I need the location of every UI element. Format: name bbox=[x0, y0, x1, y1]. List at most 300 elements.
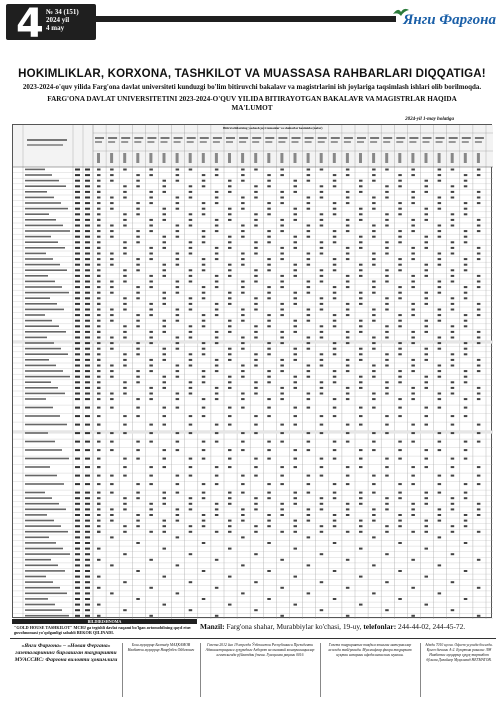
table-cell-shade bbox=[333, 376, 337, 378]
table-cell-shade bbox=[254, 247, 258, 249]
table-cell-shade bbox=[307, 253, 311, 255]
table-cell-shade bbox=[359, 264, 363, 266]
table-cell-shade bbox=[176, 337, 180, 339]
table-cell-shade bbox=[215, 331, 219, 333]
table-cell-shade bbox=[294, 492, 298, 494]
table-cell-shade bbox=[202, 269, 206, 271]
table-cell-shade bbox=[136, 320, 140, 322]
table-cell-shade bbox=[110, 514, 114, 516]
table-cell-shade bbox=[75, 219, 80, 221]
table-cell-shade bbox=[25, 275, 48, 277]
table-cell-shade bbox=[359, 604, 363, 606]
table-cell-shade bbox=[385, 269, 389, 271]
table-cell-shade bbox=[85, 449, 90, 451]
table-cell-shade bbox=[85, 393, 90, 395]
table-cell-shade bbox=[136, 525, 140, 527]
table-cell-shade bbox=[372, 370, 376, 372]
table-cell-shade bbox=[305, 141, 312, 143]
table-cell-shade bbox=[241, 281, 245, 283]
table-cell-shade bbox=[451, 381, 455, 383]
table-cell-shade bbox=[438, 264, 442, 266]
table-cell-shade bbox=[398, 292, 402, 294]
table-cell-shade bbox=[359, 525, 363, 527]
table-cell-shade bbox=[25, 314, 45, 316]
table-cell-shade bbox=[425, 415, 429, 417]
table-cell-shade bbox=[438, 258, 442, 260]
table-cell-shade bbox=[136, 407, 140, 409]
table-cell-shade bbox=[477, 466, 481, 468]
table-cell-shade bbox=[307, 230, 311, 232]
table-cell-shade bbox=[280, 559, 284, 561]
table-cell-shade bbox=[294, 604, 298, 606]
table-cell-shade bbox=[241, 202, 245, 204]
table-cell-shade bbox=[398, 370, 402, 372]
table-cell-shade bbox=[215, 258, 219, 260]
table-cell-shade bbox=[97, 387, 101, 389]
table-cell-shade bbox=[97, 197, 101, 199]
table-cell-shade bbox=[228, 297, 232, 299]
table-cell-shade bbox=[202, 258, 206, 260]
table-cell-shade bbox=[451, 169, 455, 171]
table-cell-shade bbox=[305, 137, 314, 139]
table-cell-shade bbox=[97, 314, 101, 316]
table-cell-shade bbox=[346, 331, 350, 333]
table-cell-shade bbox=[110, 393, 114, 395]
table-cell-shade bbox=[215, 359, 219, 361]
table-cell-shade bbox=[464, 348, 468, 350]
table-cell-shade bbox=[280, 432, 284, 434]
table-cell-shade bbox=[320, 309, 324, 311]
table-cell-shade bbox=[202, 353, 206, 355]
table-cell-shade bbox=[398, 353, 402, 355]
table-cell-shade bbox=[215, 475, 219, 477]
table-cell-shade bbox=[202, 264, 206, 266]
table-cell-shade bbox=[97, 213, 101, 215]
table-cell-shade bbox=[451, 275, 455, 277]
table-cell-shade bbox=[85, 564, 90, 566]
table-cell-shade bbox=[123, 359, 127, 361]
table-cell-shade bbox=[411, 197, 415, 199]
table-cell-shade bbox=[425, 208, 429, 210]
table-cell-shade bbox=[97, 483, 101, 485]
table-cell-shade bbox=[372, 208, 376, 210]
table-cell-shade bbox=[241, 365, 245, 367]
table-cell-shade bbox=[25, 264, 60, 266]
table-cell-shade bbox=[477, 503, 481, 505]
table-cell-shade bbox=[202, 492, 206, 494]
table-cell-shade bbox=[411, 615, 415, 617]
table-cell-shade bbox=[307, 508, 311, 510]
table-cell-shade bbox=[307, 432, 311, 434]
table-cell-shade bbox=[294, 297, 298, 299]
table-cell-shade bbox=[254, 381, 258, 383]
table-cell-shade bbox=[123, 241, 127, 243]
table-cell-shade bbox=[202, 342, 206, 344]
table-cell-shade bbox=[385, 365, 389, 367]
table-cell-shade bbox=[149, 331, 153, 333]
table-cell-shade bbox=[97, 202, 101, 204]
table-cell-shade bbox=[398, 497, 402, 499]
table-cell-shade bbox=[411, 337, 415, 339]
table-cell-shade bbox=[241, 564, 245, 566]
table-cell-shade bbox=[85, 303, 90, 305]
table-cell-shade bbox=[370, 137, 379, 139]
table-cell-shade bbox=[215, 169, 219, 171]
table-cell-shade bbox=[25, 236, 51, 238]
table-cell-shade bbox=[228, 376, 232, 378]
table-cell-shade bbox=[228, 320, 232, 322]
table-cell-shade bbox=[85, 342, 90, 344]
table-cell-shade bbox=[25, 286, 62, 288]
table-cell-shade bbox=[189, 247, 193, 249]
table-cell-shade bbox=[202, 230, 206, 232]
table-cell-shade bbox=[385, 185, 389, 187]
table-cell-shade bbox=[75, 449, 80, 451]
table-cell-shade bbox=[85, 169, 90, 171]
table-cell-shade bbox=[202, 542, 206, 544]
table-cell-shade bbox=[202, 415, 206, 417]
table-cell-shade bbox=[176, 153, 179, 163]
table-cell-shade bbox=[372, 407, 376, 409]
table-cell-shade bbox=[464, 213, 468, 215]
table-cell-shade bbox=[97, 247, 101, 249]
table-cell-shade bbox=[294, 208, 298, 210]
table-cell-shade bbox=[398, 236, 402, 238]
table-cell-shade bbox=[149, 503, 153, 505]
table-cell-shade bbox=[176, 230, 180, 232]
imprint-print: Адади 7010 нусха. Офсет усулида босилди. Қоғоз бичими А-2. Буюртма раками: 398 Навбатчи муҳаррир ҳуқуқ-тартибот бўлими Дизайнер Муҳаммад НЕГМАТОВ. bbox=[425, 643, 493, 662]
table-cell-shade bbox=[110, 376, 114, 378]
table-cell-shade bbox=[307, 337, 311, 339]
table-cell-shade bbox=[189, 269, 193, 271]
table-cell-shade bbox=[411, 286, 415, 288]
table-cell-shade bbox=[307, 258, 311, 260]
table-cell-shade bbox=[85, 359, 90, 361]
table-cell-shade bbox=[97, 587, 101, 589]
table-cell-shade bbox=[333, 236, 337, 238]
table-cell-shade bbox=[97, 393, 101, 395]
table-cell-shade bbox=[477, 370, 481, 372]
table-cell-shade bbox=[333, 153, 336, 163]
table-cell-shade bbox=[97, 449, 101, 451]
table-cell-shade bbox=[97, 342, 101, 344]
table-cell-shade bbox=[385, 531, 389, 533]
table-cell-shade bbox=[189, 432, 193, 434]
table-cell-shade bbox=[228, 185, 232, 187]
table-cell-shade bbox=[85, 337, 90, 339]
table-cell-shade bbox=[123, 213, 127, 215]
table-cell-shade bbox=[333, 525, 337, 527]
table-cell-shade bbox=[189, 415, 193, 417]
table-cell-shade bbox=[464, 208, 468, 210]
table-cell-shade bbox=[398, 514, 402, 516]
table-cell-shade bbox=[346, 309, 350, 311]
address-label: Manzil: bbox=[200, 622, 225, 631]
table-cell-shade bbox=[110, 202, 114, 204]
table-cell-shade bbox=[176, 520, 180, 522]
table-cell-shade bbox=[372, 564, 376, 566]
table-cell-shade bbox=[425, 180, 429, 182]
table-cell-shade bbox=[398, 286, 402, 288]
imprint-registration: Газета 2012 йил 19 апрелда Ўзбекистон Республикаси Президенти Администрацияси ҳузуридаги Ахборот ва оммавий коммуникациялар агентлигида рўйхатдан ўтган. Гувоҳнома рақами 0016 bbox=[205, 643, 315, 657]
table-cell-shade bbox=[477, 230, 481, 232]
table-cell-shade bbox=[123, 297, 127, 299]
table-cell-shade bbox=[75, 309, 80, 311]
table-cell-shade bbox=[176, 398, 180, 400]
table-cell-shade bbox=[163, 503, 167, 505]
table-cell-shade bbox=[123, 219, 127, 221]
table-cell-shade bbox=[110, 337, 114, 339]
table-cell-shade bbox=[110, 264, 114, 266]
table-cell-shade bbox=[136, 415, 140, 417]
table-cell-shade bbox=[110, 536, 114, 538]
table-cell-shade bbox=[75, 458, 80, 460]
table-cell-shade bbox=[477, 441, 481, 443]
table-cell-shade bbox=[163, 219, 167, 221]
table-cell-shade bbox=[25, 424, 67, 426]
table-cell-shade bbox=[85, 542, 90, 544]
table-cell-shade bbox=[85, 492, 90, 494]
table-cell-shade bbox=[176, 536, 180, 538]
table-cell-shade bbox=[241, 520, 245, 522]
table-cell-shade bbox=[477, 225, 481, 227]
table-cell-shade bbox=[110, 492, 114, 494]
table-cell-shade bbox=[241, 292, 245, 294]
table-cell-shade bbox=[320, 475, 324, 477]
table-cell-shade bbox=[372, 253, 376, 255]
table-cell-shade bbox=[464, 236, 468, 238]
table-cell-shade bbox=[110, 309, 114, 311]
table-cell-shade bbox=[123, 353, 127, 355]
table-cell-shade bbox=[97, 424, 101, 426]
table-cell-shade bbox=[75, 570, 80, 572]
table-cell-shade bbox=[451, 185, 455, 187]
table-cell-shade bbox=[359, 219, 363, 221]
table-cell-shade bbox=[372, 483, 376, 485]
table-cell-shade bbox=[307, 320, 311, 322]
table-cell-shade bbox=[398, 381, 402, 383]
table-cell-shade bbox=[25, 441, 55, 443]
table-cell-shade bbox=[85, 230, 90, 232]
table-cell-shade bbox=[385, 297, 389, 299]
table-cell-shade bbox=[280, 197, 284, 199]
table-cell-shade bbox=[372, 393, 376, 395]
table-cell-shade bbox=[398, 208, 402, 210]
table-cell-shade bbox=[228, 269, 232, 271]
table-cell-shade bbox=[477, 303, 481, 305]
table-cell-shade bbox=[202, 525, 206, 527]
table-cell-shade bbox=[215, 230, 219, 232]
table-cell-shade bbox=[425, 497, 429, 499]
table-cell-shade bbox=[189, 281, 193, 283]
table-cell-shade bbox=[75, 520, 80, 522]
table-cell-shade bbox=[75, 197, 80, 199]
table-cell-shade bbox=[438, 174, 442, 176]
table-cell-shade bbox=[398, 449, 402, 451]
table-cell-shade bbox=[176, 407, 180, 409]
table-cell-shade bbox=[254, 191, 258, 193]
table-cell-shade bbox=[411, 303, 415, 305]
table-cell-shade bbox=[189, 331, 193, 333]
table-cell-shade bbox=[228, 604, 232, 606]
table-cell-shade bbox=[477, 314, 481, 316]
table-cell-shade bbox=[110, 230, 114, 232]
table-cell-shade bbox=[280, 466, 284, 468]
table-cell-shade bbox=[438, 348, 442, 350]
table-cell-shade bbox=[398, 202, 402, 204]
table-cell-shade bbox=[451, 281, 455, 283]
table-cell-shade bbox=[123, 415, 127, 417]
table-cell-shade bbox=[477, 559, 481, 561]
table-cell-shade bbox=[346, 466, 350, 468]
table-cell-shade bbox=[278, 137, 287, 139]
table-cell-shade bbox=[359, 353, 363, 355]
table-cell-shade bbox=[25, 393, 65, 395]
table-cell-shade bbox=[451, 241, 455, 243]
table-cell-shade bbox=[280, 615, 284, 617]
table-cell-shade bbox=[163, 247, 167, 249]
table-cell-shade bbox=[280, 531, 284, 533]
table-cell-shade bbox=[411, 387, 415, 389]
table-cell-shade bbox=[149, 508, 153, 510]
table-cell-shade bbox=[85, 424, 90, 426]
table-cell-shade bbox=[267, 236, 271, 238]
table-cell-shade bbox=[97, 230, 101, 232]
table-cell-shade bbox=[438, 407, 442, 409]
table-cell-shade bbox=[149, 314, 153, 316]
table-cell-shade bbox=[213, 141, 220, 143]
table-cell-shade bbox=[267, 185, 271, 187]
table-cell-shade bbox=[307, 342, 311, 344]
table-cell-shade bbox=[85, 398, 90, 400]
table-cell-shade bbox=[176, 370, 180, 372]
table-cell-shade bbox=[149, 281, 153, 283]
table-cell-shade bbox=[254, 153, 257, 163]
table-cell-shade bbox=[359, 520, 363, 522]
table-cell-shade bbox=[346, 303, 350, 305]
table-cell-shade bbox=[163, 275, 167, 277]
table-cell-shade bbox=[176, 286, 180, 288]
table-cell-shade bbox=[75, 559, 80, 561]
table-cell-shade bbox=[451, 219, 455, 221]
table-cell-shade bbox=[215, 365, 219, 367]
table-cell-shade bbox=[163, 241, 167, 243]
table-cell-shade bbox=[477, 169, 481, 171]
table-cell-shade bbox=[75, 320, 80, 322]
table-cell-shade bbox=[97, 258, 101, 260]
table-cell-shade bbox=[176, 592, 180, 594]
table-cell-shade bbox=[398, 213, 402, 215]
table-cell-shade bbox=[25, 169, 45, 171]
table-cell-shade bbox=[359, 376, 363, 378]
table-cell-shade bbox=[396, 137, 405, 139]
table-cell-shade bbox=[85, 483, 90, 485]
table-cell-shade bbox=[241, 264, 245, 266]
table-cell-shade bbox=[307, 225, 311, 227]
table-cell-shade bbox=[176, 449, 180, 451]
table-cell-shade bbox=[425, 269, 429, 271]
table-cell-shade bbox=[202, 398, 206, 400]
table-cell-shade bbox=[359, 185, 363, 187]
table-cell-shade bbox=[307, 514, 311, 516]
table-cell-shade bbox=[280, 225, 284, 227]
table-cell-shade bbox=[75, 576, 80, 578]
table-cell-shade bbox=[307, 398, 311, 400]
table-cell-shade bbox=[267, 483, 271, 485]
table-cell-shade bbox=[477, 514, 481, 516]
table-cell-shade bbox=[438, 441, 442, 443]
table-cell-shade bbox=[176, 236, 180, 238]
table-cell-shade bbox=[398, 441, 402, 443]
report-date: 2024-yil 1-may holatiga bbox=[405, 117, 454, 122]
table-cell-shade bbox=[254, 185, 258, 187]
table-cell-shade bbox=[25, 225, 63, 227]
table-cell-shade bbox=[346, 393, 350, 395]
table-cell-shade bbox=[267, 598, 271, 600]
table-cell-shade bbox=[411, 153, 414, 163]
table-cell-shade bbox=[85, 185, 90, 187]
table-cell-shade bbox=[320, 169, 324, 171]
table-cell-shade bbox=[294, 241, 298, 243]
table-cell-shade bbox=[189, 337, 193, 339]
table-cell-shade bbox=[346, 441, 350, 443]
table-cell-shade bbox=[425, 185, 429, 187]
table-cell-shade bbox=[215, 514, 219, 516]
table-cell-shade bbox=[398, 376, 402, 378]
table-cell-shade bbox=[97, 325, 101, 327]
table-cell-shade bbox=[425, 531, 429, 533]
table-cell-shade bbox=[475, 141, 482, 143]
table-cell-shade bbox=[228, 525, 232, 527]
table-cell-shade bbox=[189, 191, 193, 193]
table-cell-shade bbox=[215, 197, 219, 199]
table-cell-shade bbox=[110, 475, 114, 477]
table-cell-shade bbox=[425, 359, 429, 361]
table-cell-shade bbox=[294, 458, 298, 460]
table-cell-shade bbox=[294, 548, 298, 550]
table-cell-shade bbox=[438, 169, 442, 171]
table-cell-shade bbox=[123, 387, 127, 389]
table-cell-shade bbox=[25, 503, 59, 505]
table-cell-shade bbox=[370, 141, 377, 143]
table-cell-shade bbox=[425, 191, 429, 193]
table-cell-shade bbox=[411, 370, 415, 372]
table-cell-shade bbox=[267, 458, 271, 460]
table-cell-shade bbox=[228, 531, 232, 533]
table-cell-shade bbox=[451, 213, 455, 215]
table-cell-shade bbox=[320, 269, 324, 271]
table-cell-shade bbox=[85, 497, 90, 499]
table-cell-shade bbox=[25, 398, 46, 400]
table-cell-shade bbox=[267, 415, 271, 417]
table-cell-shade bbox=[411, 398, 415, 400]
table-cell-shade bbox=[411, 258, 415, 260]
table-cell-shade bbox=[163, 604, 167, 606]
table-cell-shade bbox=[411, 219, 415, 221]
table-cell-shade bbox=[333, 180, 337, 182]
table-cell-shade bbox=[189, 197, 193, 199]
table-cell-shade bbox=[228, 247, 232, 249]
table-cell-shade bbox=[372, 180, 376, 182]
table-cell-shade bbox=[436, 137, 445, 139]
table-cell-shade bbox=[280, 483, 284, 485]
table-cell-shade bbox=[425, 424, 429, 426]
table-cell-shade bbox=[333, 449, 337, 451]
table-cell-shade bbox=[75, 475, 80, 477]
table-cell-shade bbox=[97, 359, 101, 361]
table-cell-shade bbox=[333, 241, 337, 243]
table-cell-shade bbox=[438, 337, 442, 339]
